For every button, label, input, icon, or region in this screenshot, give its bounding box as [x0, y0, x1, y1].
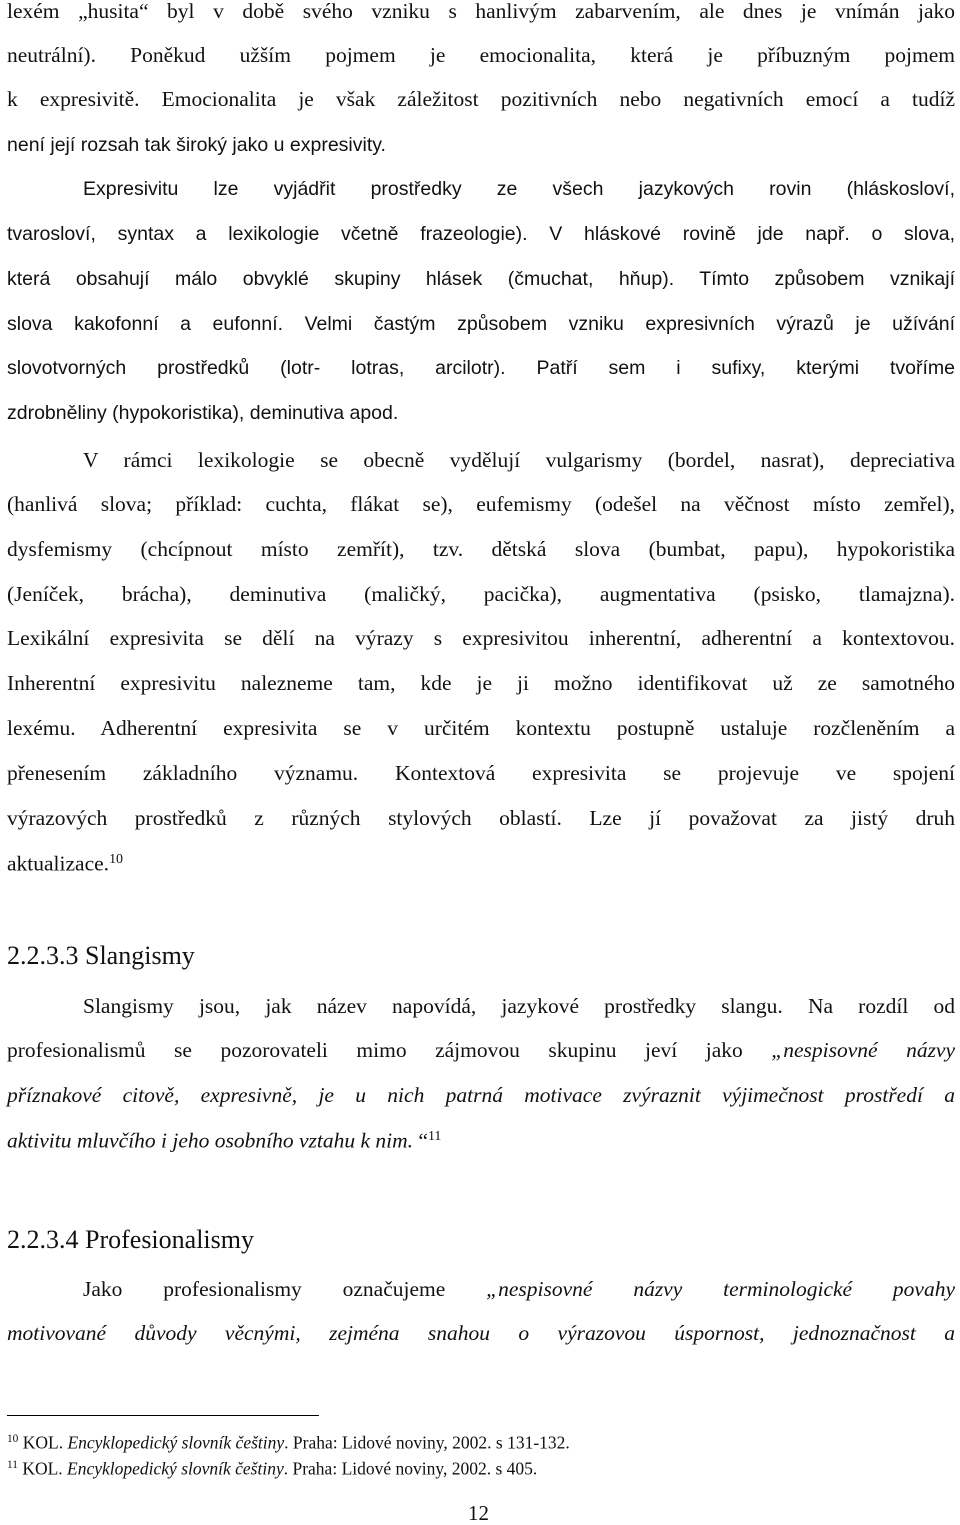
footnote-10 — [7, 1434, 570, 1452]
slangismy-line-2-plain: profesionalismů se pozorovateli mimo zájmovou skupinu jeví jako — [7, 1038, 743, 1062]
body-line: slova kakofonní a eufonní. Velmi častým způsobem vzniku expresivních výrazů je užívání — [7, 313, 955, 335]
section-heading-slangismy: 2.2.3.3 Slangismy — [7, 941, 195, 970]
body-line: která obsahují málo obvyklé skupiny hlásek (čmuchat, hňup). Tímto způsobem vznikají — [7, 268, 955, 290]
body-line: přenesením základního významu. Kontextová expresivita se projevuje ve spojení — [7, 761, 955, 785]
body-line: slovotvorných prostředků (lotr- lotras, arcilotr). Patří sem i sufixy, kterými tvoříme — [7, 357, 955, 379]
slangismy-line-2-italic: „nespisovné názvy — [771, 1038, 956, 1062]
body-line: tvarosloví, syntax a lexikologie včetně frazeologie). V hláskové rovině jde např. o slova, — [7, 223, 955, 245]
footnote-separator — [7, 1415, 319, 1416]
body-line: Inherentní expresivitu nalezneme tam, kde je ji možno identifikovat už ze samotného — [7, 671, 955, 695]
body-line: lexému. Adherentní expresivita se v určitém kontextu postupně ustaluje rozčleněním a — [7, 716, 955, 740]
footnote-11-author: KOL. — [22, 1458, 63, 1479]
profesionalismy-line-1 — [83, 1279, 955, 1301]
page-number: 12 — [468, 1501, 489, 1525]
body-line: Lexikální expresivita se dělí na výrazy s expresivitou inherentní, adherentní a kontextovou. — [7, 626, 955, 650]
profesionalismy-line-1-italic: „nespisovné názvy terminologické povahy — [486, 1277, 956, 1301]
body-line: není její rozsah tak široký jako u expresivity. — [7, 134, 386, 156]
slangismy-line-3 — [7, 1085, 955, 1107]
body-line: (hanlivá slova; příklad: cuchta, flákat se), eufemismy (odešel na věčnost místo zemřel), — [7, 492, 955, 516]
footnote-11-title: Encyklopedický slovník češtiny — [67, 1458, 284, 1479]
slangismy-line-4 — [7, 1130, 955, 1152]
section-heading-profesionalismy: 2.2.3.4 Profesionalismy — [7, 1225, 254, 1254]
slangismy-closing-quote: “ — [418, 1128, 428, 1153]
body-line: dysfemismy (chcípnout místo zemřít), tzv. dětská slova (bumbat, papu), hypokoristika — [7, 537, 955, 561]
body-line: zdrobněliny (hypokoristika), deminutiva apod. — [7, 402, 399, 424]
footnote-11 — [7, 1460, 537, 1478]
slangismy-line-1: Slangismy jsou, jak název napovídá, jazykové prostředky slangu. Na rozdíl od — [83, 994, 955, 1018]
profesionalismy-line-2-italic: motivované důvody věcnými, zejména snahou o výrazovou úspornost, jednoznačnost a — [7, 1321, 955, 1345]
body-line: V rámci lexikologie se obecně vydělují vulgarismy (bordel, nasrat), depreciativa — [83, 448, 955, 472]
body-line: lexém „husita“ byl v době svého vzniku s hanlivým zabarvením, ale dnes je vnímán jako — [7, 0, 955, 23]
slangismy-line-3-italic: příznakové citově, expresivně, je u nich patrná motivace zvýraznit výjimečnost prostředí a — [7, 1083, 955, 1107]
footnote-11-number: 11 — [7, 1459, 18, 1471]
footnote-10-author: KOL. — [22, 1432, 64, 1453]
footnote-11-rest: . Praha: Lidové noviny, 2002. s 405. — [283, 1458, 538, 1479]
footnote-ref-10: 10 — [109, 852, 124, 867]
last-line-text: aktualizace. — [7, 851, 110, 876]
body-line: neutrální). Poněkud užším pojmem je emocionalita, která je příbuzným pojmem — [7, 43, 955, 67]
profesionalismy-line-2 — [7, 1323, 955, 1345]
slangismy-line-4-italic: aktivitu mluvčího i jeho osobního vztahu k nim. — [7, 1128, 414, 1153]
footnote-10-rest: . Praha: Lidové noviny, 2002. s 131-132. — [284, 1432, 570, 1453]
body-line: Expresivitu lze vyjádřit prostředky ze všech jazykových rovin (hláskosloví, — [83, 178, 955, 200]
footnote-10-title: Encyklopedický slovník češtiny — [67, 1432, 285, 1453]
slangismy-line-2 — [7, 1040, 955, 1062]
body-line: (Jeníček, brácha), deminutiva (maličký, pacička), augmentativa (psisko, tlamajzna). — [7, 582, 955, 606]
body-line: k expresivitě. Emocionalita je však záležitost pozitivních nebo negativních emocí a tudíž — [7, 87, 955, 111]
last-line — [7, 853, 955, 875]
profesionalismy-line-1-plain: Jako profesionalismy označujeme — [83, 1277, 446, 1301]
body-line: výrazových prostředků z různých stylových oblastí. Lze jí považovat za jistý druh — [7, 806, 955, 830]
footnote-ref-11: 11 — [427, 1129, 442, 1144]
footnote-10-number: 10 — [7, 1433, 19, 1445]
